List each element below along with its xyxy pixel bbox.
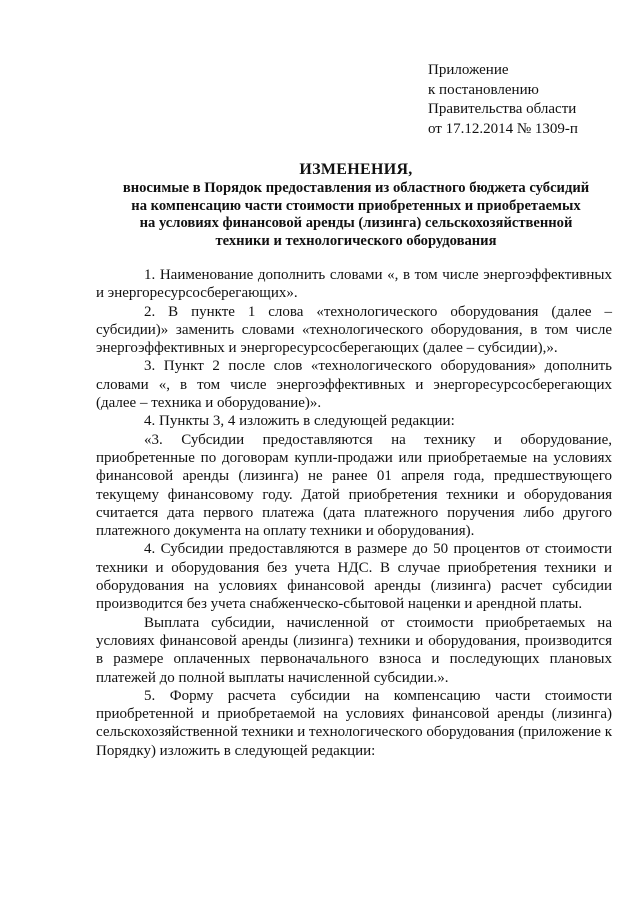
heading-line: на условиях финансовой аренды (лизинга) сельскохозяйственной [139,215,573,232]
paragraph-6: 4. Субсидии предоставляются в размере до 50 процентов от стоимости техники и оборудования без учета НДС. В случае приобретения техники и оборудования на условиях финансовой аренды (лизинга) расчет субсидии производится без учета снабженческо-сбытовой наценки и арендной платы. [96,541,612,613]
appendix-line: Правительства области [428,101,577,117]
paragraph-4: 4. Пункты 3, 4 изложить в следующей редакции: [144,413,455,430]
heading-line: техники и технологического оборудования [215,232,497,249]
appendix-line: Приложение [428,62,509,78]
appendix-line: к постановлению [428,81,539,98]
document-body [96,266,612,760]
paragraph-1: 1. Наименование дополнить словами «, в том числе энергоэффективных и энергоресурсосберегающих». [96,267,612,302]
paragraph-2: 2. В пункте 1 слова «технологического оборудования (далее – субсидии)» заменить словами «технологического оборудования, в том числе энергоэффективных и энергоресурсосберегающих (далее – субсидии),». [96,303,612,357]
paragraph-7: Выплата субсидии, начисленной от стоимости приобретаемых на условиях финансовой аренды (лизинга) техники и оборудования, производится в размере оплаченных первоначального взноса и последующих плановых платежей до полной выплаты начисленной субсидии.». [96,614,612,686]
heading-line: вносимые в Порядок предоставления из областного бюджета субсидий [122,180,590,196]
document-heading [96,160,616,250]
heading-line: на компенсацию части стоимости приобретенных и приобретаемых [131,197,581,214]
paragraph-5: «3. Субсидии предоставляются на технику и оборудование, приобретенные по договорам купли-продажи или приобретаемые на условиях финансовой аренды (лизинга) не ранее 01 апреля года, предшествующего текущему финансовому году. Датой приобретения техники и оборудования считается дата первого платежа (дата платежного поручения либо другого платежного документа на оплату техники и оборудования). [96,431,612,540]
document-title: ИЗМЕНЕНИЯ, [299,161,413,178]
paragraph-3: 3. Пункт 2 после слов «технологического оборудования» дополнить словами «, в том числе энергоэффективных и энергоресурсосберегающих (далее – техника и оборудование)». [96,358,612,412]
appendix-date-number: от 17.12.2014 № 1309-п [428,120,578,137]
paragraph-8: 5. Форму расчета субсидии на компенсацию части стоимости приобретенной и приобретаемой на условиях финансовой аренды (лизинга) сельскохозяйственной техники и технологического оборудования (приложение к Порядку) изложить в следующей редакции: [96,687,612,759]
appendix-block [428,61,628,139]
